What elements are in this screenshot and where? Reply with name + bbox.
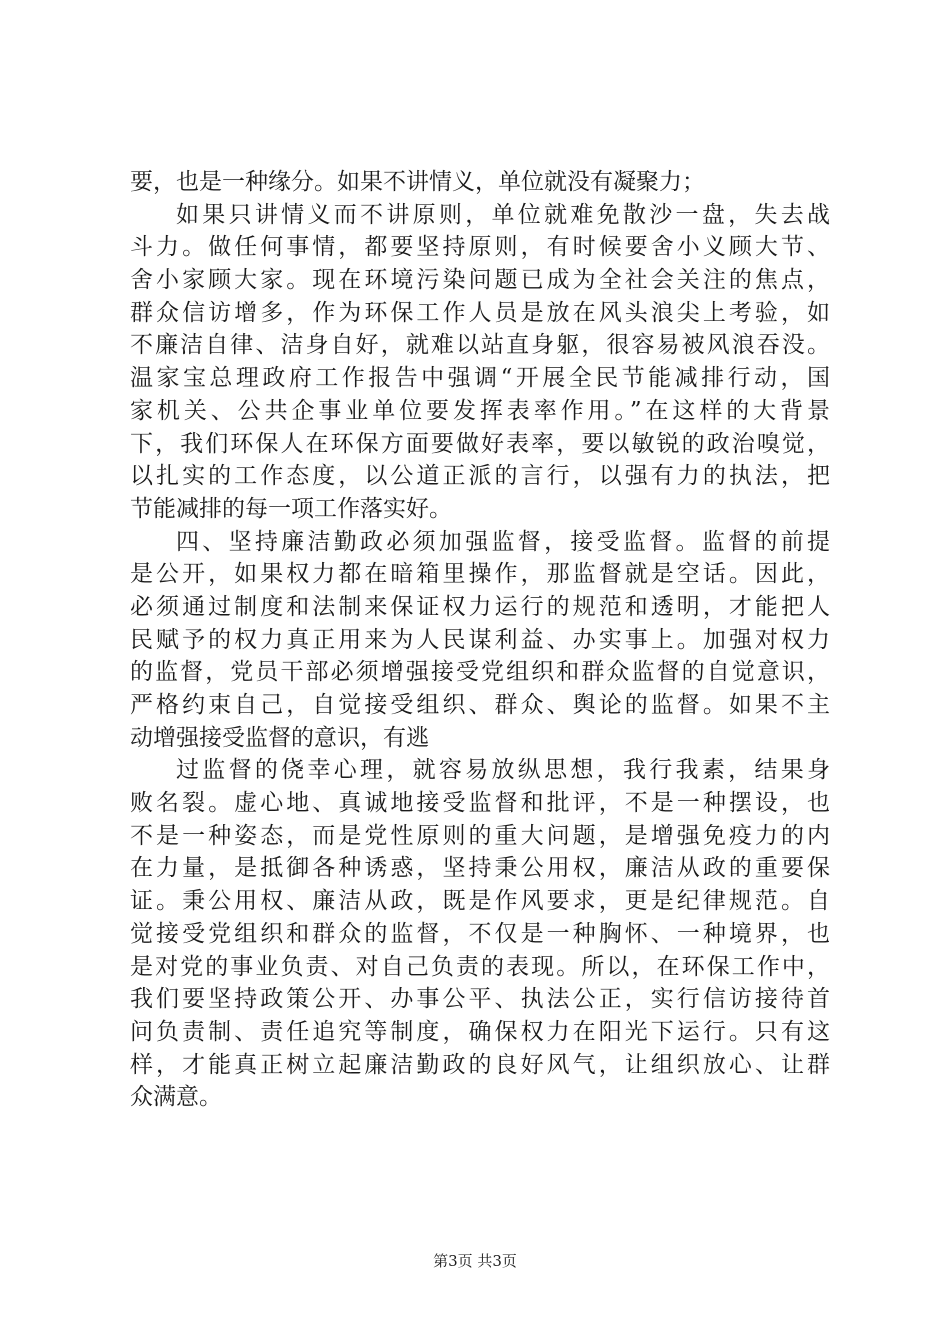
text-line: 觉接受党组织和群众的监督，不仅是一种胸怀、一种境界，也	[130, 920, 830, 947]
text-line: 问负责制、责任追究等制度，确保权力在阳光下运行。只有这	[130, 1018, 830, 1045]
text-line: 在力量，是抵御各种诱惑，坚持秉公用权，廉洁从政的重要保	[130, 855, 830, 882]
text-line: 败名裂。虚心地、真诚地接受监督和批评，不是一种摆设，也	[130, 790, 830, 817]
page-footer	[0, 1251, 950, 1271]
text-line: 证。秉公用权、廉洁从政，既是作风要求，更是纪律规范。自	[130, 888, 830, 915]
text-line: 家机关、公共企事业单位要发挥表率作用。”在这样的大背景	[130, 397, 830, 424]
text-line: 是公开，如果权力都在暗箱里操作，那监督就是空话。因此，	[130, 561, 830, 588]
text-line: 舍小家顾大家。现在环境污染问题已成为全社会关注的焦点，	[130, 267, 830, 294]
text-line: 过监督的侥幸心理，就容易放纵思想，我行我素，结果身	[176, 757, 830, 784]
text-line: 节能减排的每一项工作落实好。	[130, 495, 452, 522]
text-line: 如果只讲情义而不讲原则，单位就难免散沙一盘，失去战	[176, 201, 830, 228]
text-line: 的监督，党员干部必须增强接受党组织和群众监督的自觉意识，	[130, 659, 830, 686]
page-number-label: 第3页 共3页	[433, 1252, 517, 1270]
text-line: 众满意。	[130, 1084, 222, 1111]
text-line: 斗力。做任何事情，都要坚持原则，有时候要舍小义顾大节、	[130, 234, 830, 261]
text-line: 民赋予的权力真正用来为人民谋利益、办实事上。加强对权力	[130, 626, 830, 653]
text-line: 不廉洁自律、洁身自好，就难以站直身躯，很容易被风浪吞没。	[130, 332, 830, 359]
text-line: 温家宝总理政府工作报告中强调“开展全民节能减排行动，国	[130, 365, 830, 392]
text-line: 下，我们环保人在环保方面要做好表率，要以敏锐的政治嗅觉，	[130, 430, 830, 457]
text-line: 样，才能真正树立起廉洁勤政的良好风气，让组织放心、让群	[130, 1051, 830, 1078]
document-body	[130, 166, 830, 1114]
text-line: 我们要坚持政策公开、办事公平、执法公正，实行信访接待首	[130, 986, 830, 1013]
text-line: 动增强接受监督的意识，有逃	[130, 724, 429, 751]
text-line: 要，也是一种缘分。如果不讲情义，单位就没有凝聚力；	[130, 169, 705, 195]
text-line: 以扎实的工作态度，以公道正派的言行，以强有力的执法，把	[130, 463, 830, 490]
text-line: 必须通过制度和法制来保证权力运行的规范和透明，才能把人	[130, 593, 830, 620]
text-line: 不是一种姿态，而是党性原则的重大问题，是增强免疫力的内	[130, 822, 830, 849]
text-line: 四、坚持廉洁勤政必须加强监督，接受监督。监督的前提	[176, 528, 830, 555]
text-line: 是对党的事业负责、对自己负责的表现。所以，在环保工作中，	[130, 953, 830, 980]
text-line: 严格约束自己，自觉接受组织、群众、舆论的监督。如果不主	[130, 692, 830, 718]
text-line: 群众信访增多，作为环保工作人员是放在风头浪尖上考验，如	[130, 299, 830, 326]
